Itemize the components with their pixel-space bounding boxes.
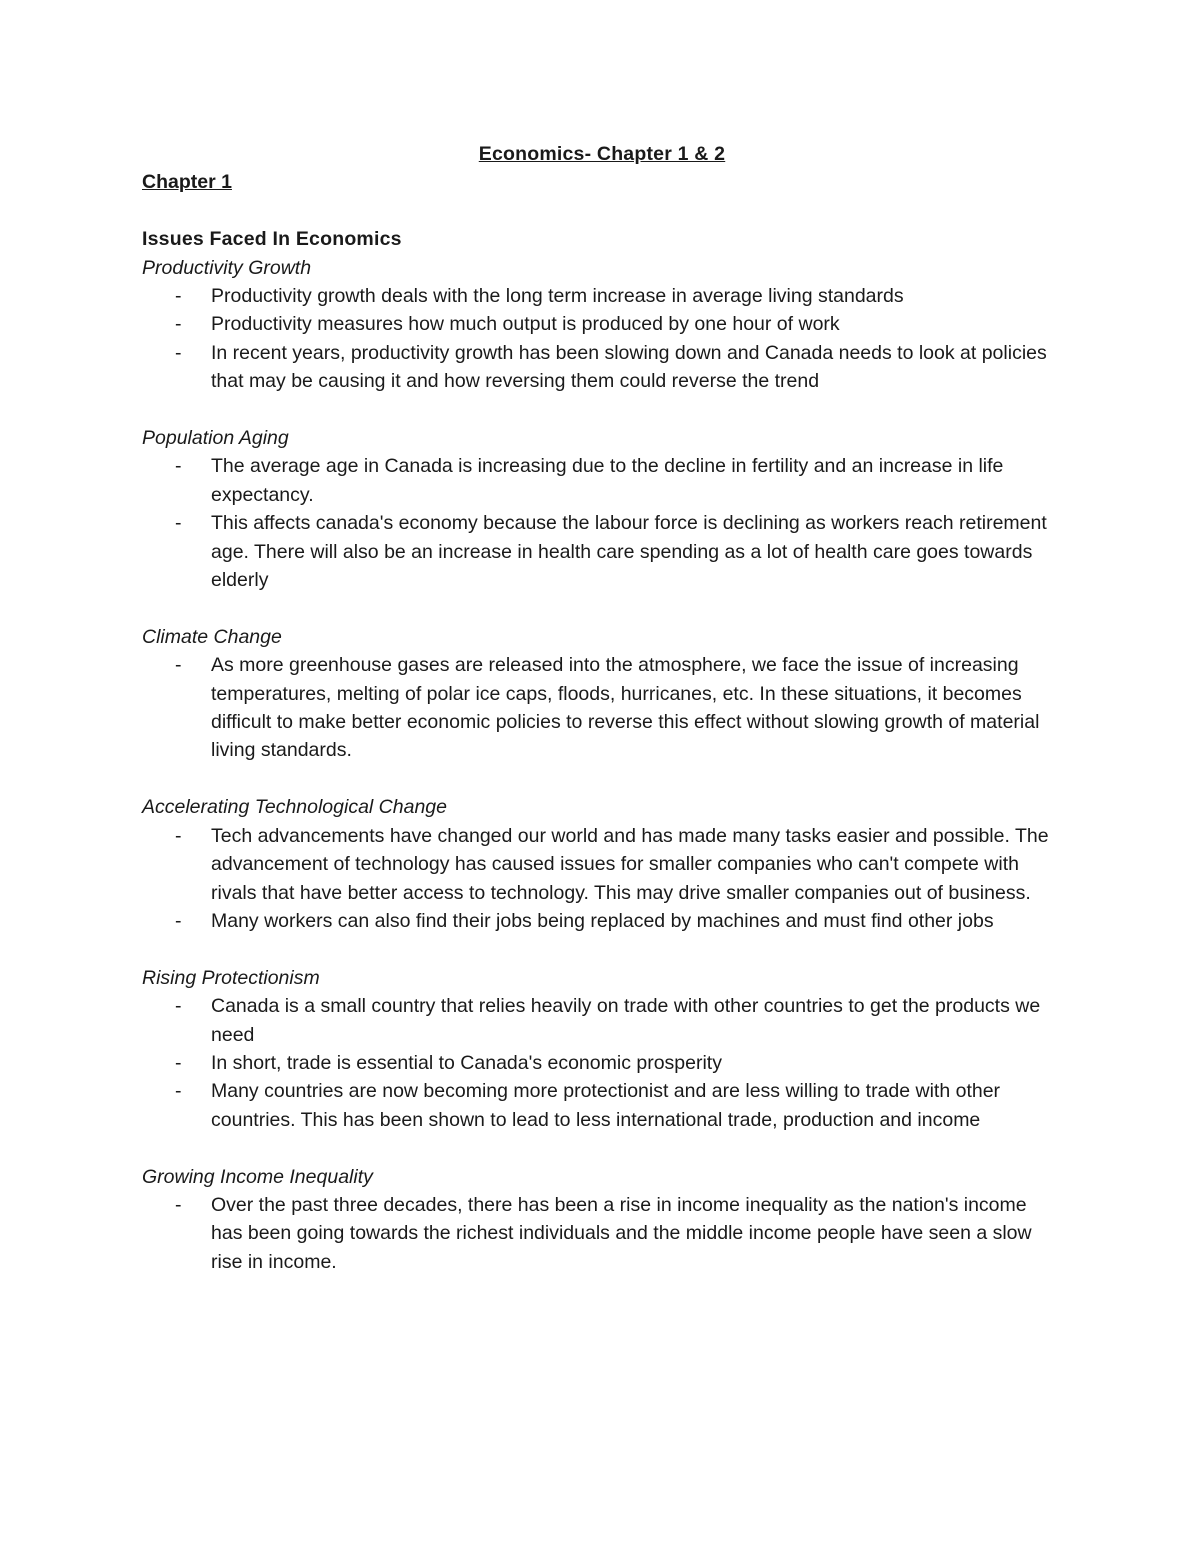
topic-title: Rising Protectionism bbox=[142, 966, 320, 989]
document-title: Economics- Chapter 1 & 2 bbox=[478, 143, 726, 165]
topic-title: Productivity Growth bbox=[142, 256, 312, 279]
bullet-item bbox=[142, 651, 1062, 765]
bullet-list bbox=[142, 651, 1062, 765]
bullet-text: In recent years, productivity growth has been slowing down and Canada needs to look at policies that may be causing it and how reversing them could reverse the trend bbox=[211, 341, 1047, 393]
bullet-item bbox=[142, 1191, 1062, 1276]
bullet-item bbox=[142, 907, 1062, 935]
bullet-text: Productivity measures how much output is produced by one hour of work bbox=[211, 313, 840, 336]
topic-title: Accelerating Technological Change bbox=[142, 796, 447, 819]
bullet-item bbox=[142, 1049, 1062, 1077]
bullet-text: Productivity growth deals with the long term increase in average living standards bbox=[211, 285, 904, 308]
bullet-dash: - bbox=[175, 313, 182, 336]
topic-section bbox=[142, 1163, 1062, 1277]
bullet-list bbox=[142, 1191, 1062, 1276]
document-page bbox=[142, 140, 1062, 1305]
bullet-text: In short, trade is essential to Canada's economic prosperity bbox=[211, 1051, 722, 1074]
bullet-list bbox=[142, 452, 1062, 594]
topic-section bbox=[142, 254, 1062, 396]
bullet-dash: - bbox=[175, 455, 182, 478]
bullet-list bbox=[142, 282, 1062, 396]
bullet-item bbox=[142, 992, 1062, 1049]
bullet-text: This affects canada's economy because the labour force is declining as workers reach retirement age. There will also be an increase in health care spending as a lot of health care goes towards elderly bbox=[211, 512, 1047, 592]
bullet-text: As more greenhouse gases are released into the atmosphere, we face the issue of increasing temperatures, melting of polar ice caps, floods, hurricanes, etc. In these situations, it becomes difficult to make better economic policies to reverse this effect without slowing growth of material living standards. bbox=[211, 654, 1040, 762]
bullet-text: Canada is a small country that relies heavily on trade with other countries to get the products we need bbox=[211, 995, 1041, 1046]
bullet-item bbox=[142, 452, 1062, 509]
bullet-list bbox=[142, 822, 1062, 936]
bullet-item bbox=[142, 282, 1062, 310]
bullet-dash: - bbox=[175, 512, 182, 535]
bullet-dash: - bbox=[175, 1080, 182, 1103]
bullet-text: The average age in Canada is increasing due to the decline in fertility and an increase in life expectancy. bbox=[211, 455, 1004, 506]
topic-section bbox=[142, 623, 1062, 765]
topic-title: Population Aging bbox=[142, 427, 289, 450]
bullet-dash: - bbox=[175, 1193, 182, 1216]
bullet-dash: - bbox=[175, 1051, 182, 1074]
bullet-text: Tech advancements have changed our world and has made many tasks easier and possible. The advancement of technology has caused issues for smaller companies who can't compete with rivals that have better access to technology. This may drive smaller companies out of business. bbox=[211, 824, 1049, 904]
bullet-dash: - bbox=[175, 824, 182, 847]
bullet-item bbox=[142, 822, 1062, 907]
bullet-text: Over the past three decades, there has been a rise in income inequality as the nation's income has been going towards the richest individuals and the middle income people have seen a slow rise in income. bbox=[211, 1193, 1032, 1273]
bullet-dash: - bbox=[175, 995, 182, 1018]
chapter-heading: Chapter 1 bbox=[142, 171, 232, 194]
bullet-item bbox=[142, 1077, 1062, 1134]
bullet-dash: - bbox=[175, 654, 182, 677]
topic-title: Climate Change bbox=[142, 625, 282, 648]
bullet-item bbox=[142, 509, 1062, 594]
topic-title: Growing Income Inequality bbox=[142, 1165, 373, 1188]
bullet-dash: - bbox=[175, 909, 182, 932]
bullet-dash: - bbox=[175, 341, 182, 364]
topics-list bbox=[142, 254, 1062, 1277]
section-heading: Issues Faced In Economics bbox=[142, 228, 402, 251]
bullet-item bbox=[142, 339, 1062, 396]
topic-section bbox=[142, 964, 1062, 1134]
bullet-text: Many workers can also find their jobs being replaced by machines and must find other jobs bbox=[211, 909, 994, 932]
bullet-list bbox=[142, 992, 1062, 1134]
topic-section bbox=[142, 424, 1062, 594]
bullet-dash: - bbox=[175, 285, 182, 308]
bullet-text: Many countries are now becoming more protectionist and are less willing to trade with other countries. This has been shown to lead to less international trade, production and income bbox=[211, 1080, 1001, 1131]
bullet-item bbox=[142, 310, 1062, 338]
topic-section bbox=[142, 793, 1062, 935]
